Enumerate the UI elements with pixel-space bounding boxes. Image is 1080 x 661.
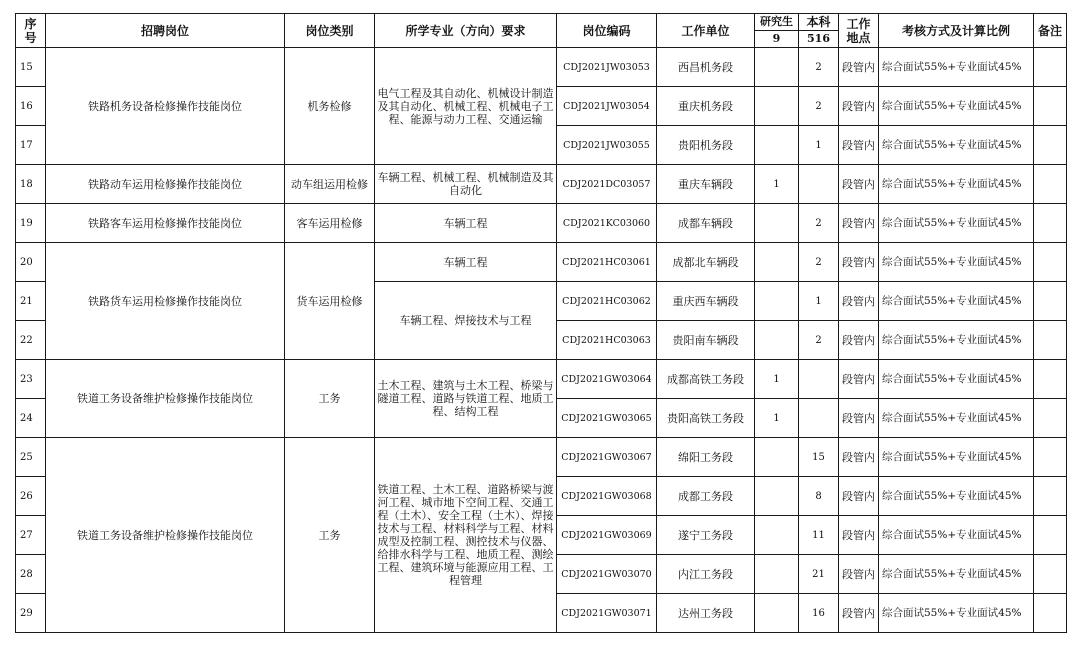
- major-cell: 铁道工程、土木工程、道路桥梁与渡河工程、城市地下空间工程、交通工程（土木）、安全工程（土木）、焊接技术与工程、材料科学与工程、材料成型及控制工程、测控技术与仪器、给排水科学与工程、地质工程、测绘工程、建筑环境与能源应用工程、工程管理: [375, 438, 557, 633]
- major-cell: 电气工程及其自动化、机械设计制造及其自动化、机械工程、机械电子工程、能源与动力工程、交通运输: [375, 48, 557, 165]
- header-major: 所学专业（方向）要求: [375, 14, 557, 48]
- bachelor-count-cell: 1: [799, 126, 839, 165]
- code-cell: CDJ2021HC03061: [557, 243, 657, 282]
- grad-count-cell: [755, 243, 799, 282]
- unit-cell: 重庆机务段: [657, 87, 755, 126]
- header-seq: 序号: [16, 14, 46, 48]
- code-cell: CDJ2021KC03060: [557, 204, 657, 243]
- exam-cell: 综合面试55%+专业面试45%: [879, 555, 1034, 594]
- category-cell: 机务检修: [285, 48, 375, 165]
- exam-cell: 综合面试55%+专业面试45%: [879, 243, 1034, 282]
- remark-cell: [1034, 243, 1067, 282]
- remark-cell: [1034, 321, 1067, 360]
- location-cell: 段管内: [839, 282, 879, 321]
- category-cell: 货车运用检修: [285, 243, 375, 360]
- exam-cell: 综合面试55%+专业面试45%: [879, 126, 1034, 165]
- location-cell: 段管内: [839, 165, 879, 204]
- remark-cell: [1034, 204, 1067, 243]
- table-row: [16, 48, 1067, 87]
- code-cell: CDJ2021GW03070: [557, 555, 657, 594]
- remark-cell: [1034, 282, 1067, 321]
- grad-count-cell: [755, 594, 799, 633]
- position-cell: 铁路动车运用检修操作技能岗位: [46, 165, 285, 204]
- location-cell: 段管内: [839, 204, 879, 243]
- category-cell: 工务: [285, 438, 375, 633]
- bachelor-count-cell: 11: [799, 516, 839, 555]
- location-cell: 段管内: [839, 594, 879, 633]
- code-cell: CDJ2021GW03064: [557, 360, 657, 399]
- bachelor-count-cell: 2: [799, 204, 839, 243]
- remark-cell: [1034, 399, 1067, 438]
- location-cell: 段管内: [839, 555, 879, 594]
- seq-cell: 16: [16, 87, 46, 126]
- seq-cell: 29: [16, 594, 46, 633]
- unit-cell: 贵阳南车辆段: [657, 321, 755, 360]
- code-cell: CDJ2021JW03053: [557, 48, 657, 87]
- code-cell: CDJ2021GW03068: [557, 477, 657, 516]
- seq-cell: 22: [16, 321, 46, 360]
- location-cell: 段管内: [839, 87, 879, 126]
- code-cell: CDJ2021HC03063: [557, 321, 657, 360]
- seq-cell: 24: [16, 399, 46, 438]
- position-cell: 铁道工务设备维护检修操作技能岗位: [46, 360, 285, 438]
- exam-cell: 综合面试55%+专业面试45%: [879, 360, 1034, 399]
- grad-count-cell: [755, 87, 799, 126]
- code-cell: CDJ2021GW03065: [557, 399, 657, 438]
- remark-cell: [1034, 438, 1067, 477]
- remark-cell: [1034, 360, 1067, 399]
- header-unit: 工作单位: [657, 14, 755, 48]
- bachelor-count-cell: 8: [799, 477, 839, 516]
- recruitment-table-wrapper: [15, 13, 1067, 633]
- grad-count-cell: [755, 126, 799, 165]
- major-cell: 车辆工程: [375, 204, 557, 243]
- unit-cell: 西昌机务段: [657, 48, 755, 87]
- location-cell: 段管内: [839, 399, 879, 438]
- location-cell: 段管内: [839, 360, 879, 399]
- location-cell: 段管内: [839, 438, 879, 477]
- unit-cell: 成都车辆段: [657, 204, 755, 243]
- unit-cell: 遂宁工务段: [657, 516, 755, 555]
- major-cell: 车辆工程: [375, 243, 557, 282]
- header-bachelor-total: 516: [799, 31, 839, 48]
- unit-cell: 重庆西车辆段: [657, 282, 755, 321]
- grad-count-cell: [755, 321, 799, 360]
- bachelor-count-cell: [799, 399, 839, 438]
- location-cell: 段管内: [839, 321, 879, 360]
- unit-cell: 内江工务段: [657, 555, 755, 594]
- header-location: 工作地点: [839, 14, 879, 48]
- location-cell: 段管内: [839, 48, 879, 87]
- bachelor-count-cell: 2: [799, 48, 839, 87]
- bachelor-count-cell: [799, 360, 839, 399]
- table-row: [16, 243, 1067, 282]
- seq-cell: 28: [16, 555, 46, 594]
- remark-cell: [1034, 126, 1067, 165]
- remark-cell: [1034, 48, 1067, 87]
- exam-cell: 综合面试55%+专业面试45%: [879, 87, 1034, 126]
- bachelor-count-cell: 2: [799, 243, 839, 282]
- exam-cell: 综合面试55%+专业面试45%: [879, 321, 1034, 360]
- seq-cell: 19: [16, 204, 46, 243]
- header-grad: 研究生: [755, 14, 799, 31]
- table-row: [16, 360, 1067, 399]
- code-cell: CDJ2021HC03062: [557, 282, 657, 321]
- unit-cell: 成都高铁工务段: [657, 360, 755, 399]
- grad-count-cell: 1: [755, 399, 799, 438]
- category-cell: 工务: [285, 360, 375, 438]
- code-cell: CDJ2021GW03069: [557, 516, 657, 555]
- table-row: [16, 438, 1067, 477]
- unit-cell: 成都工务段: [657, 477, 755, 516]
- bachelor-count-cell: 2: [799, 321, 839, 360]
- category-cell: 客车运用检修: [285, 204, 375, 243]
- code-cell: CDJ2021GW03071: [557, 594, 657, 633]
- unit-cell: 贵阳机务段: [657, 126, 755, 165]
- code-cell: CDJ2021JW03055: [557, 126, 657, 165]
- table-row: [16, 204, 1067, 243]
- position-cell: 铁路机务设备检修操作技能岗位: [46, 48, 285, 165]
- exam-cell: 综合面试55%+专业面试45%: [879, 282, 1034, 321]
- header-grad-total: 9: [755, 31, 799, 48]
- bachelor-count-cell: 21: [799, 555, 839, 594]
- header-remark: 备注: [1034, 14, 1067, 48]
- location-cell: 段管内: [839, 243, 879, 282]
- position-cell: 铁道工务设备维护检修操作技能岗位: [46, 438, 285, 633]
- header-exam: 考核方式及计算比例: [879, 14, 1034, 48]
- grad-count-cell: 1: [755, 360, 799, 399]
- exam-cell: 综合面试55%+专业面试45%: [879, 165, 1034, 204]
- seq-cell: 20: [16, 243, 46, 282]
- seq-cell: 25: [16, 438, 46, 477]
- header-code: 岗位编码: [557, 14, 657, 48]
- header-position: 招聘岗位: [46, 14, 285, 48]
- exam-cell: 综合面试55%+专业面试45%: [879, 477, 1034, 516]
- bachelor-count-cell: [799, 165, 839, 204]
- seq-cell: 21: [16, 282, 46, 321]
- unit-cell: 达州工务段: [657, 594, 755, 633]
- bachelor-count-cell: 2: [799, 87, 839, 126]
- grad-count-cell: [755, 477, 799, 516]
- seq-cell: 15: [16, 48, 46, 87]
- location-cell: 段管内: [839, 126, 879, 165]
- seq-cell: 26: [16, 477, 46, 516]
- remark-cell: [1034, 516, 1067, 555]
- exam-cell: 综合面试55%+专业面试45%: [879, 438, 1034, 477]
- location-cell: 段管内: [839, 477, 879, 516]
- grad-count-cell: [755, 555, 799, 594]
- seq-cell: 18: [16, 165, 46, 204]
- grad-count-cell: 1: [755, 165, 799, 204]
- unit-cell: 重庆车辆段: [657, 165, 755, 204]
- seq-cell: 23: [16, 360, 46, 399]
- code-cell: CDJ2021DC03057: [557, 165, 657, 204]
- table-body: [16, 48, 1067, 633]
- table-header: [16, 14, 1067, 48]
- table-row: [16, 165, 1067, 204]
- seq-cell: 17: [16, 126, 46, 165]
- location-cell: 段管内: [839, 516, 879, 555]
- position-cell: 铁路客车运用检修操作技能岗位: [46, 204, 285, 243]
- grad-count-cell: [755, 516, 799, 555]
- seq-cell: 27: [16, 516, 46, 555]
- recruitment-table: [15, 13, 1067, 633]
- code-cell: CDJ2021GW03067: [557, 438, 657, 477]
- unit-cell: 绵阳工务段: [657, 438, 755, 477]
- major-cell: 车辆工程、焊接技术与工程: [375, 282, 557, 360]
- position-cell: 铁路货车运用检修操作技能岗位: [46, 243, 285, 360]
- bachelor-count-cell: 15: [799, 438, 839, 477]
- unit-cell: 成都北车辆段: [657, 243, 755, 282]
- exam-cell: 综合面试55%+专业面试45%: [879, 48, 1034, 87]
- grad-count-cell: [755, 48, 799, 87]
- remark-cell: [1034, 477, 1067, 516]
- remark-cell: [1034, 555, 1067, 594]
- exam-cell: 综合面试55%+专业面试45%: [879, 516, 1034, 555]
- remark-cell: [1034, 165, 1067, 204]
- category-cell: 动车组运用检修: [285, 165, 375, 204]
- code-cell: CDJ2021JW03054: [557, 87, 657, 126]
- exam-cell: 综合面试55%+专业面试45%: [879, 399, 1034, 438]
- grad-count-cell: [755, 438, 799, 477]
- header-category: 岗位类别: [285, 14, 375, 48]
- header-bachelor: 本科: [799, 14, 839, 31]
- exam-cell: 综合面试55%+专业面试45%: [879, 594, 1034, 633]
- grad-count-cell: [755, 204, 799, 243]
- exam-cell: 综合面试55%+专业面试45%: [879, 204, 1034, 243]
- grad-count-cell: [755, 282, 799, 321]
- major-cell: 车辆工程、机械工程、机械制造及其自动化: [375, 165, 557, 204]
- remark-cell: [1034, 87, 1067, 126]
- bachelor-count-cell: 16: [799, 594, 839, 633]
- major-cell: 土木工程、建筑与土木工程、桥梁与隧道工程、道路与铁道工程、地质工程、结构工程: [375, 360, 557, 438]
- remark-cell: [1034, 594, 1067, 633]
- unit-cell: 贵阳高铁工务段: [657, 399, 755, 438]
- bachelor-count-cell: 1: [799, 282, 839, 321]
